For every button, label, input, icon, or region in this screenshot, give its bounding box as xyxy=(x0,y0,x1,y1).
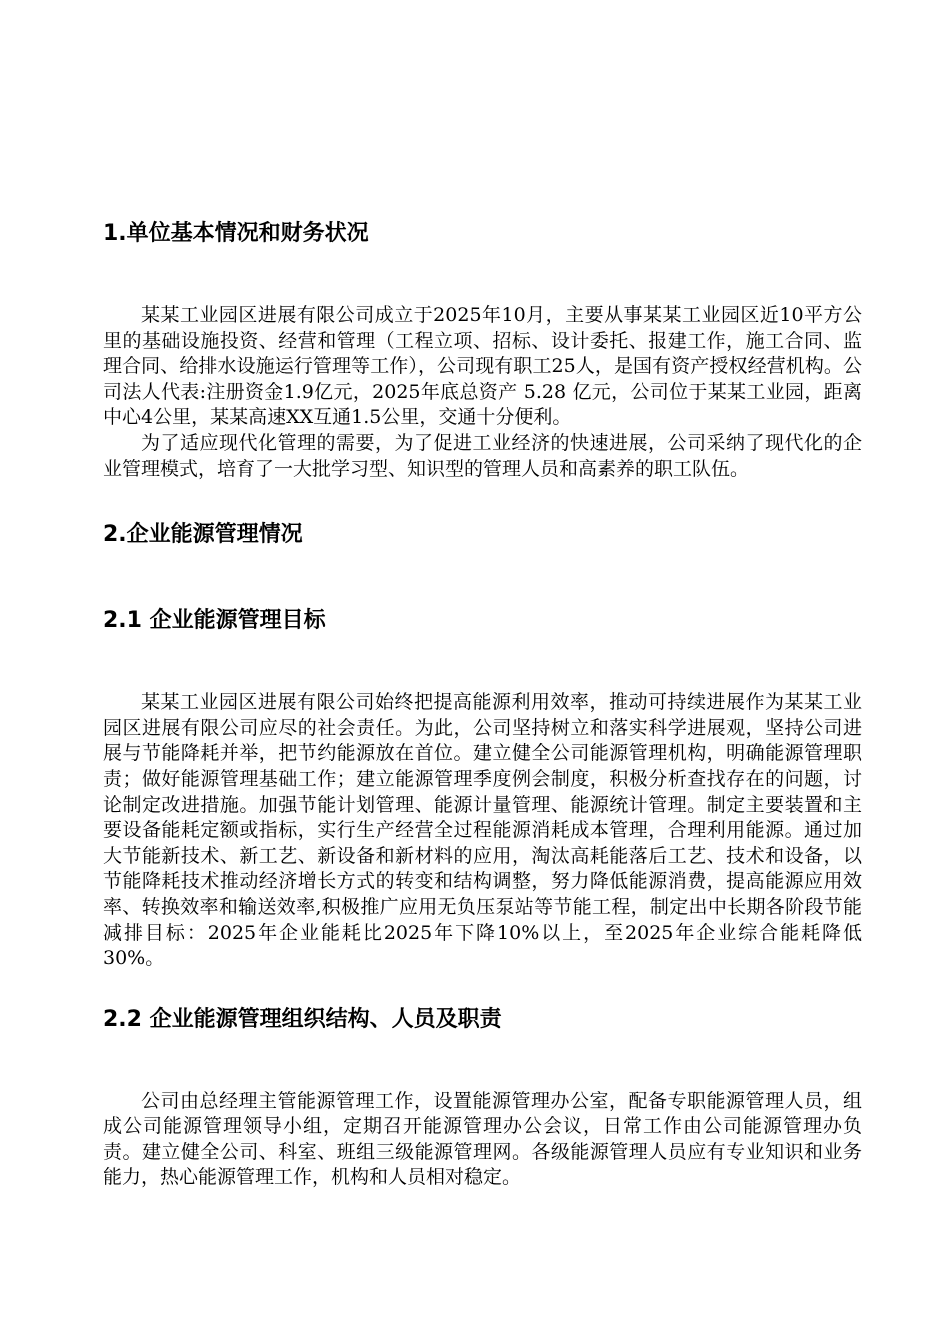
section-2-1-paragraph-1: 某某工业园区进展有限公司始终把提高能源利用效率，推动可持续进展作为某某工业园区进展有限公司应尽的社会责任。为此，公司坚持树立和落实科学进展观，坚持公司进展与节能降耗并举，把节约能源放在首位。建立健全公司能源管理机构，明确能源管理职责；做好能源管理基础工作；建立能源管理季度例会制度，积极分析查找存在的问题，讨论制定改进措施。加强节能计划管理、能源计量管理、能源统计管理。制定主要装置和主要设备能耗定额或指标，实行生产经营全过程能源消耗成本管理，合理利用能源。通过加大节能新技术、新工艺、新设备和新材料的应用，淘汰高耗能落后工艺、技术和设备，以节能降耗技术推动经济增长方式的转变和结构调整，努力降低能源消费，提高能源应用效率、转换效率和输送效率,积极推广应用无负压泵站等节能工程，制定出中长期各阶段节能减排目标：2025年企业能耗比2025年下降10%以上，至2025年企业综合能耗降低30%。 xyxy=(103,691,862,970)
section-2-2-paragraph-1: 公司由总经理主管能源管理工作，设置能源管理办公室，配备专职能源管理人员，组成公司能源管理领导小组，定期召开能源管理办公会议，日常工作由公司能源管理办负责。建立健全公司、科室、班组三级能源管理网。各级能源管理人员应有专业知识和业务能力，热心能源管理工作，机构和人员相对稳定。 xyxy=(103,1089,862,1189)
section-heading-2-1: 2.1 企业能源管理目标 xyxy=(103,608,326,634)
section-1-paragraph-2: 为了适应现代化管理的需要，为了促进工业经济的快速进展，公司采纳了现代化的企业管理模式，培育了一大批学习型、知识型的管理人员和高素养的职工队伍。 xyxy=(103,431,862,480)
section-heading-2: 2.企业能源管理情况 xyxy=(103,522,303,548)
section-heading-1: 1.单位基本情况和财务状况 xyxy=(103,221,369,246)
section-1-paragraph-1: 某某工业园区进展有限公司成立于2025年10月，主要从事某某工业园区近10平方公里的基础设施投资、经营和管理（工程立项、招标、设计委托、报建工作，施工合同、监理合同、给排水设施运行管理等工作），公司现有职工25人，是国有资产授权经营机构。公司法人代表:注册资金1.9亿元，2025年底总资产 5.28 亿元，公司位于某某工业园，距离中心4公里，某某高速XX互通1.5公里，交通十分便利。 xyxy=(103,304,862,429)
section-heading-2-2: 2.2 企业能源管理组织结构、人员及职责 xyxy=(103,1006,502,1032)
